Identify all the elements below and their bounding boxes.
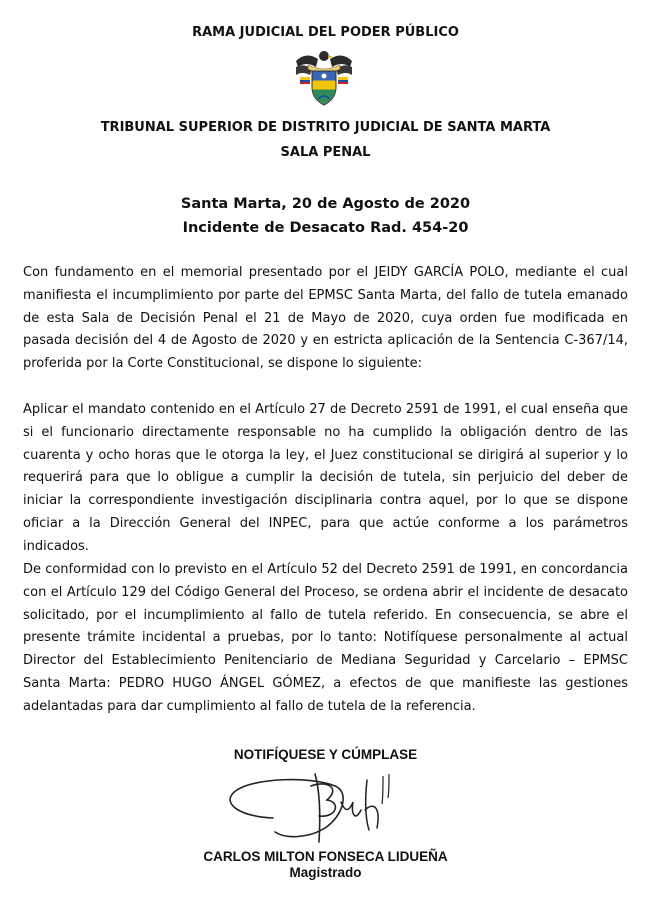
tribunal-heading: TRIBUNAL SUPERIOR DE DISTRITO JUDICIAL DE SANTA MARTA xyxy=(100,120,551,135)
chamber-heading: SALA PENAL xyxy=(280,145,371,160)
case-reference: Incidente de Desacato Rad. 454-20 xyxy=(182,220,469,236)
signer-name: CARLOS MILTON FONSECA LIDUEÑA xyxy=(203,849,448,864)
place-date: Santa Marta, 20 de Agosto de 2020 xyxy=(180,196,471,212)
colombia-coat-of-arms-icon xyxy=(292,47,356,111)
branch-heading: RAMA JUDICIAL DEL PODER PÚBLICO xyxy=(192,25,459,40)
notify-heading: NOTIFÍQUESE Y CÚMPLASE xyxy=(233,747,418,762)
paragraph-3: De conformidad con lo previsto en el Artículo 52 del Decreto 2591 de 1991, en concordancia con el Artículo 129 del Código General del Proceso, se ordena abrir el incidente de desacato solicitado, por el incumplimiento al fallo de tutela referido. En consecuencia, se abre el presente trámite incidental a pruebas, por lo tanto: Notifíquese personalmente al actual Director del Establecimiento Penitenciario de Mediana Seguridad y Carcelario – EPMSC Santa Marta: PEDRO HUGO ÁNGEL GÓMEZ, a efectos de que manifieste las gestiones adelantadas para dar cumplimiento al fallo de tutela de la referencia. xyxy=(23,562,628,714)
paragraph-2: Aplicar el mandato contenido en el Artículo 27 de Decreto 2591 de 1991, el cual enseña que si el funcionario directamente responsable no ha cumplido la obligación dentro de las cuarenta y ocho horas que le otorga la ley, el Juez constitucional se dirigirá al superior y lo requerirá para que lo obligue a cumplir la decisión de tutela, sin perjuicio del deber de iniciar la correspondiente investigación disciplinaria contra aquel, por lo que se dispone oficiar a la Dirección General del INPEC, para que actúe conforme a los parámetros indicados. xyxy=(23,402,628,554)
handwritten-signature-icon xyxy=(215,758,420,850)
signer-role: Magistrado xyxy=(289,865,362,880)
paragraph-1: Con fundamento en el memorial presentado por el JEIDY GARCÍA POLO, mediante el cual manifiesta el incumplimiento por parte del EPMSC Santa Marta, del fallo de tutela emanado de esta Sala de Decisión Penal el 21 de Mayo de 2020, cuya orden fue modificada en pasada decisión del 4 de Agosto de 2020 y en estricta aplicación de la Sentencia C-367/14, proferida por la Corte Constitucional, se dispone lo siguiente: xyxy=(23,265,628,372)
